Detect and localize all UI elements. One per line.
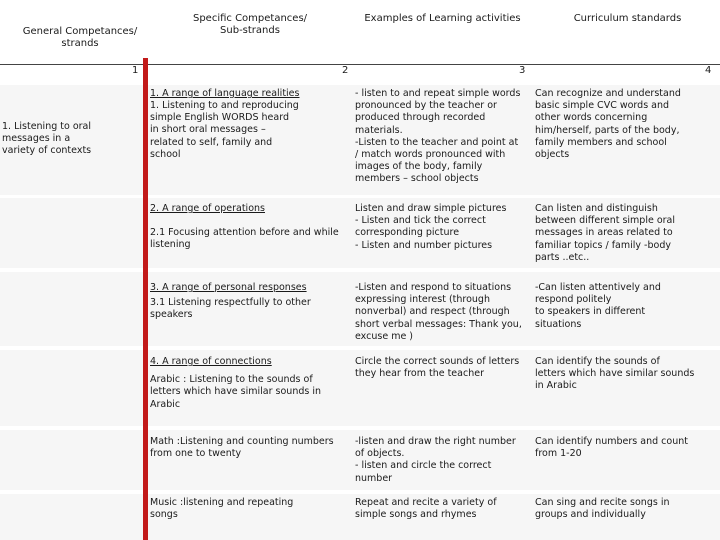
header-curriculum-standards: Curriculum standards bbox=[573, 13, 682, 24]
row3-specific-body: 3.1 Listening respectfully to other speakers bbox=[150, 297, 311, 321]
col-number-3: 3 bbox=[519, 65, 526, 76]
row5-standards: Can identify numbers and count from 1-20 bbox=[535, 436, 688, 460]
row6-activities: Repeat and recite a variety of simple songs and rhymes bbox=[355, 497, 497, 521]
row5-activities: -listen and draw the right number of objects. - listen and circle the correct number bbox=[355, 436, 516, 484]
col-number-1: 1 bbox=[132, 65, 139, 76]
col-number-4: 4 bbox=[705, 65, 712, 76]
row1-specific-title: 1. A range of language realities bbox=[150, 88, 300, 99]
row4-specific-body: Arabic : Listening to the sounds of letters which have similar sounds in Arabic bbox=[150, 374, 322, 410]
row3-specific-title: 3. A range of personal responses bbox=[150, 282, 307, 293]
row3-standards: -Can listen attentively and respond politely to speakers in different situations bbox=[535, 282, 661, 330]
row6-standards: Can sing and recite songs in groups and individually bbox=[535, 497, 670, 521]
row4-standards: Can identify the sounds of letters which have similar sounds in Arabic bbox=[535, 356, 695, 392]
row2-specific-body: 2.1 Focusing attention before and while listening bbox=[150, 227, 339, 251]
red-divider bbox=[143, 64, 148, 540]
col-number-2: 2 bbox=[342, 65, 349, 76]
row2-standards: Can listen and distinguish between different simple oral messages in areas related to familiar topics / family -body parts ..etc.. bbox=[535, 203, 676, 263]
row4-specific-title: 4. A range of connections bbox=[150, 356, 272, 367]
row3-activities: -Listen and respond to situations expressing interest (through nonverbal) and respect (through short verbal messages: Thank you, excuse me ) bbox=[355, 282, 522, 342]
row1-general-competence: 1. Listening to oral messages in a variety of contexts bbox=[2, 121, 92, 157]
header-learning-activities: Examples of Learning activities bbox=[364, 13, 521, 24]
header-specific-competences: Specific Competances/ Sub-strands bbox=[192, 13, 308, 36]
header-divider bbox=[0, 64, 720, 65]
header-general-competences: General Competances/ strands bbox=[22, 26, 138, 49]
row6-specific-body: Music :listening and repeating songs bbox=[150, 497, 294, 521]
row1-standards: Can recognize and understand basic simple CVC words and other words concerning him/herself, parts of the body, family members and school objects bbox=[535, 88, 681, 161]
row1-activities: - listen to and repeat simple words pronounced by the teacher or produced through recorded materials. -Listen to the teacher and point at / match words pronounced with images of the body, family members – school objects bbox=[355, 88, 521, 185]
row5-specific-body: Math :Listening and counting numbers from one to twenty bbox=[150, 436, 334, 460]
row4-activities: Circle the correct sounds of letters they hear from the teacher bbox=[355, 356, 520, 380]
row1-specific-body: 1. Listening to and reproducing simple English WORDS heard in short oral messages – related to self, family and school bbox=[150, 100, 299, 160]
row2-specific-title: 2. A range of operations bbox=[150, 203, 265, 214]
row2-activities: Listen and draw simple pictures - Listen and tick the correct corresponding picture - Listen and number pictures bbox=[355, 203, 507, 251]
